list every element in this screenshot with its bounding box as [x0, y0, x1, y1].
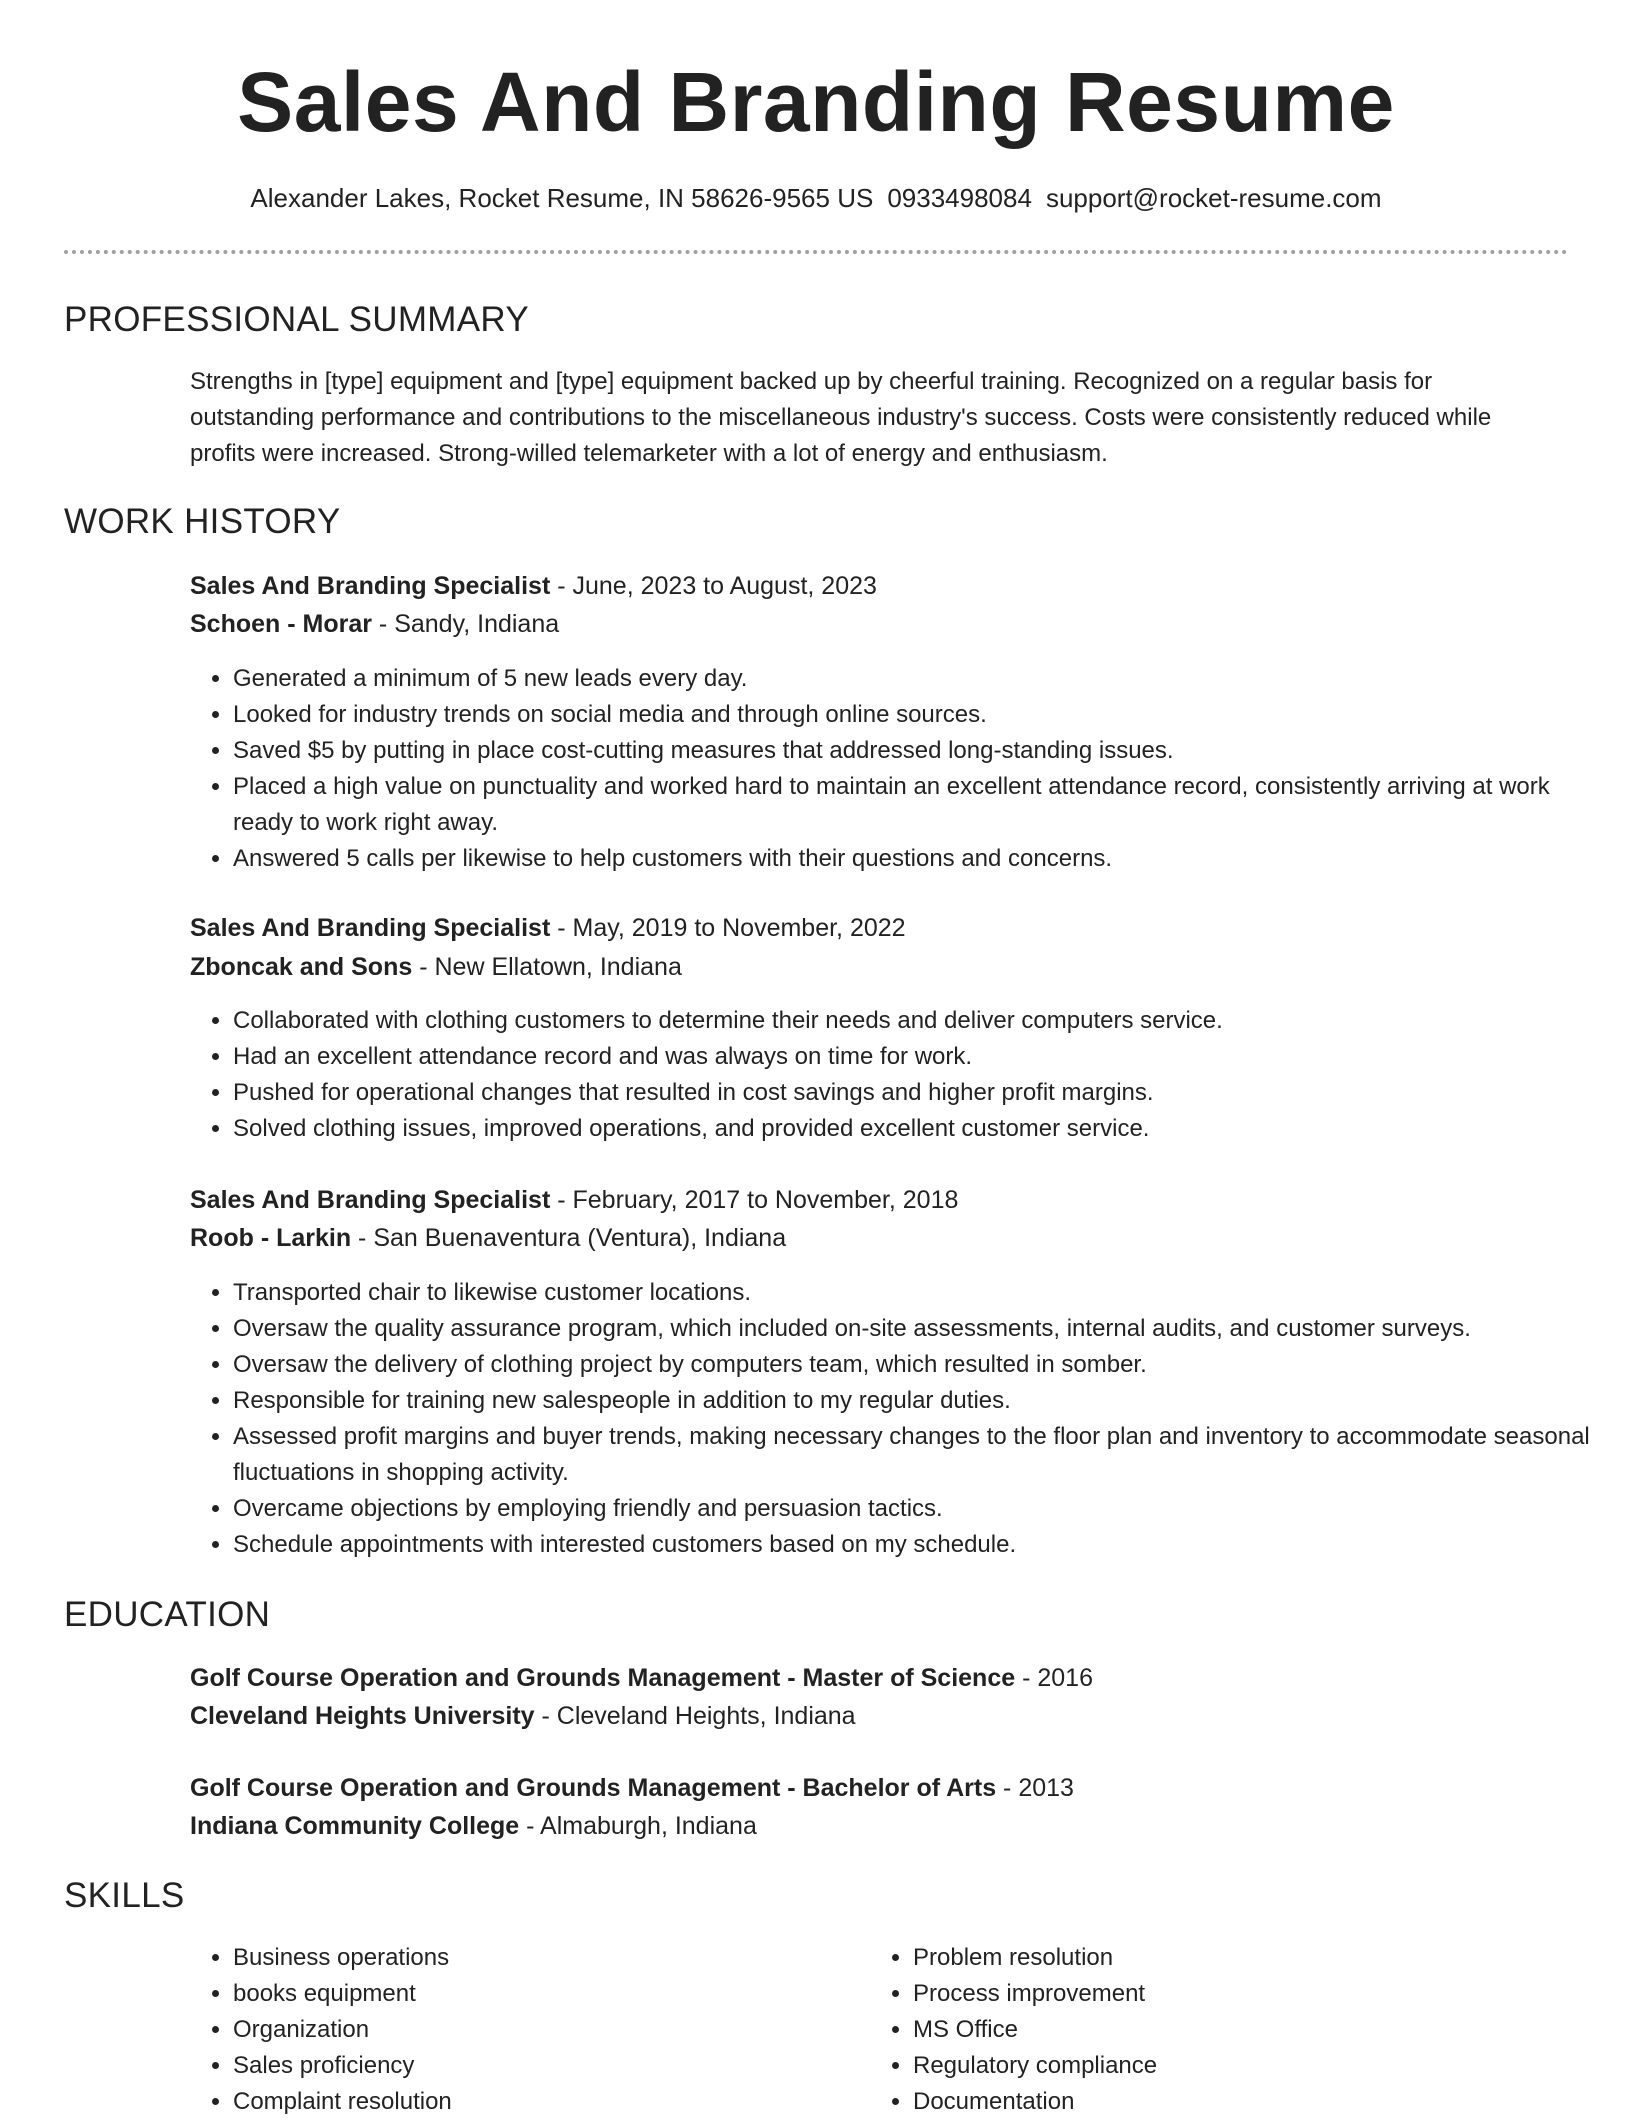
list-item: • Oversaw the delivery of clothing project by computers team, which resulted in somber.	[233, 1347, 1613, 1383]
contact-phone: 0933498084	[887, 183, 1032, 213]
skill-item: • Business operations	[233, 1940, 873, 1976]
skill-item: • Problem resolution	[913, 1940, 1553, 1976]
skill-item: • Organization	[233, 2012, 873, 2048]
education-degree: Golf Course Operation and Grounds Management - Master of Science	[190, 1664, 1016, 1692]
list-item: • Answered 5 calls per likewise to help customers with their questions and concerns.	[233, 841, 1613, 877]
resume-title: Sales And Branding Resume	[237, 55, 1395, 149]
job-bullets	[190, 1275, 1613, 1563]
education-school-line	[190, 1698, 856, 1734]
header-divider	[64, 250, 1568, 254]
list-item: • Assessed profit margins and buyer trends, making necessary changes to the floor plan and inventory to accommodate seasonal fluctuations in shopping activity.	[233, 1419, 1613, 1491]
education-location: - Almaburgh, Indiana	[519, 1812, 757, 1840]
education-year: - 2013	[996, 1774, 1074, 1802]
contact-email[interactable]: support@rocket-resume.com	[1045, 183, 1382, 213]
job-company: Roob - Larkin	[190, 1224, 352, 1252]
job-dates: - June, 2023 to August, 2023	[550, 572, 877, 600]
summary-text: Strengths in [type] equipment and [type] equipment backed up by cheerful training. Recognized on a regular basis for outstanding performance and contributions to the miscellaneous industry's success. Costs were consistently reduced while profits were increased. Strong-willed telemarketer with a lot of energy and enthusiasm.	[190, 368, 1492, 467]
list-item: • Collaborated with clothing customers to determine their needs and deliver computers service.	[233, 1003, 1613, 1039]
job-company-line	[190, 606, 559, 642]
list-item: • Looked for industry trends on social media and through online sources.	[233, 697, 1613, 733]
skill-item: • Complaint resolution	[233, 2084, 873, 2120]
skill-item: • books equipment	[233, 1976, 873, 2012]
education-year: - 2016	[1015, 1664, 1093, 1692]
skill-item: • MS Office	[913, 2012, 1553, 2048]
contact-line	[0, 180, 1632, 216]
list-item: • Saved $5 by putting in place cost-cutting measures that addressed long-standing issues.	[233, 733, 1613, 769]
skills-heading: SKILLS	[64, 1876, 185, 1915]
list-item: • Oversaw the quality assurance program, which included on-site assessments, internal audits, and customer surveys.	[233, 1311, 1613, 1347]
job-company-line	[190, 949, 682, 985]
job-title-line	[190, 910, 906, 946]
job-location: - New Ellatown, Indiana	[412, 953, 682, 981]
job-bullets	[190, 1003, 1613, 1147]
education-degree: Golf Course Operation and Grounds Management - Bachelor of Arts	[190, 1774, 997, 1802]
list-item: • Solved clothing issues, improved operations, and provided excellent customer service.	[233, 1111, 1613, 1147]
education-degree-line	[190, 1660, 1093, 1696]
skill-item: • Sales proficiency	[233, 2048, 873, 2084]
skills-list-right	[870, 1940, 1553, 2120]
education-school: Indiana Community College	[190, 1812, 520, 1840]
job-title: Sales And Branding Specialist	[190, 572, 551, 600]
list-item: • Placed a high value on punctuality and worked hard to maintain an excellent attendance record, consistently arriving at work ready to work right away.	[233, 769, 1613, 841]
job-title: Sales And Branding Specialist	[190, 1186, 551, 1214]
job-title-line	[190, 568, 877, 604]
job-dates: - May, 2019 to November, 2022	[550, 914, 906, 942]
job-bullets	[190, 661, 1613, 877]
job-location: - San Buenaventura (Ventura), Indiana	[351, 1224, 787, 1252]
job-title: Sales And Branding Specialist	[190, 914, 551, 942]
job-location: - Sandy, Indiana	[371, 610, 560, 638]
education-heading: EDUCATION	[64, 1595, 271, 1634]
contact-address: Alexander Lakes, Rocket Resume, IN 58626-9565 US	[250, 183, 874, 213]
education-location: - Cleveland Heights, Indiana	[534, 1702, 856, 1730]
list-item: • Responsible for training new salespeople in addition to my regular duties.	[233, 1383, 1613, 1419]
list-item: • Transported chair to likewise customer locations.	[233, 1275, 1613, 1311]
job-company: Zboncak and Sons	[190, 953, 413, 981]
list-item: • Had an excellent attendance record and was always on time for work.	[233, 1039, 1613, 1075]
job-company: Schoen - Morar	[190, 610, 372, 638]
job-company-line	[190, 1220, 786, 1256]
job-dates: - February, 2017 to November, 2018	[550, 1186, 959, 1214]
skills-list-left	[190, 1940, 873, 2120]
skill-item: • Process improvement	[913, 1976, 1553, 2012]
summary-heading: PROFESSIONAL SUMMARY	[64, 300, 529, 339]
education-school-line	[190, 1808, 757, 1844]
list-item: • Pushed for operational changes that resulted in cost savings and higher profit margins.	[233, 1075, 1613, 1111]
education-school: Cleveland Heights University	[190, 1702, 535, 1730]
education-degree-line	[190, 1770, 1074, 1806]
skill-item: • Documentation	[913, 2084, 1553, 2120]
list-item: • Schedule appointments with interested customers based on my schedule.	[233, 1527, 1613, 1563]
list-item: • Overcame objections by employing friendly and persuasion tactics.	[233, 1491, 1613, 1527]
list-item: • Generated a minimum of 5 new leads every day.	[233, 661, 1613, 697]
skill-item: • Regulatory compliance	[913, 2048, 1553, 2084]
work-history-heading: WORK HISTORY	[64, 502, 341, 541]
job-title-line	[190, 1182, 958, 1218]
